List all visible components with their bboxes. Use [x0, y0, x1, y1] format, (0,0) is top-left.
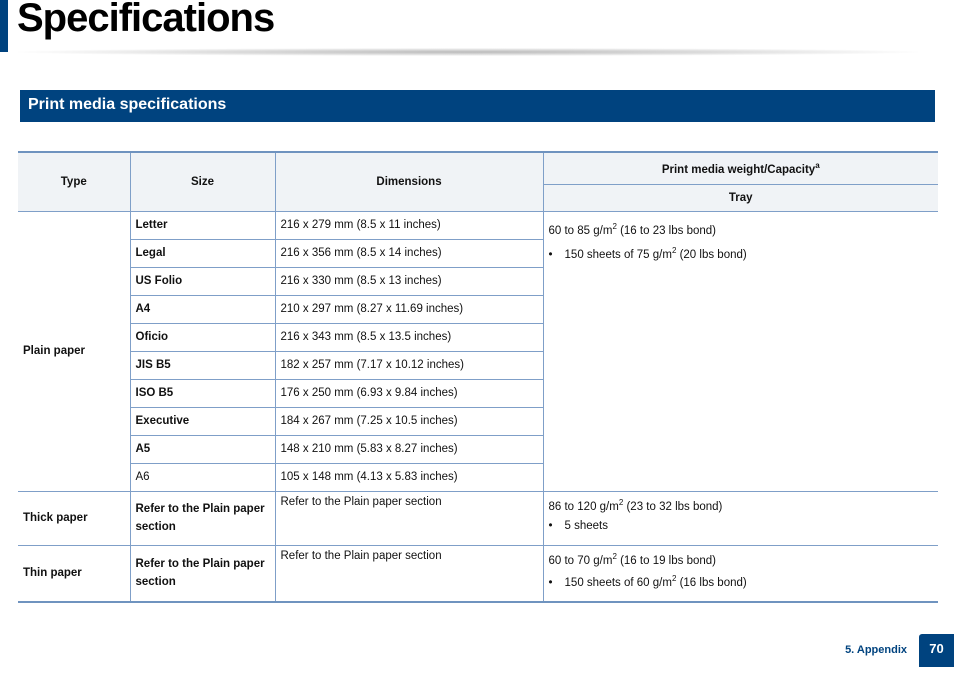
- size-cell: A4: [130, 295, 275, 323]
- title-accent-bar: [0, 0, 8, 52]
- footer-chapter: 5. Appendix: [845, 644, 907, 656]
- header-type: Type: [18, 152, 130, 211]
- dim-cell: 184 x 267 mm (7.25 x 10.5 inches): [275, 407, 543, 435]
- weight-plain: 60 to 85 $g/m^2$ (16 to 23 lbs bond) • 150 sheets of 75 $g/m^2$ (20 lbs bond): [543, 211, 938, 491]
- dim-thick: Refer to the Plain paper section: [275, 491, 543, 545]
- size-cell: ISO B5: [130, 379, 275, 407]
- size-thin: Refer to the Plain paper section: [130, 545, 275, 602]
- header-size: Size: [130, 152, 275, 211]
- page-number: 70: [919, 634, 954, 667]
- dim-thin: Refer to the Plain paper section: [275, 545, 543, 602]
- type-thin: Thin paper: [18, 545, 130, 602]
- type-thick: Thick paper: [18, 491, 130, 545]
- dim-cell: 216 x 343 mm (8.5 x 13.5 inches): [275, 323, 543, 351]
- print-media-table: [18, 151, 938, 603]
- size-cell: JIS B5: [130, 351, 275, 379]
- size-cell: A6: [130, 463, 275, 491]
- weight-thin: 60 to 70 $g/m^2$ (16 to 19 lbs bond) • 150 sheets of 60 $g/m^2$ (16 lbs bond): [543, 545, 938, 602]
- header-weight: Print media weight/Capacity$^a$: [543, 152, 938, 184]
- dim-cell: 210 x 297 mm (8.27 x 11.69 inches): [275, 295, 543, 323]
- dim-cell: 216 x 330 mm (8.5 x 13 inches): [275, 267, 543, 295]
- weight-thick: 86 to 120 $g/m^2$ (23 to 32 lbs bond) • 5 sheets: [543, 491, 938, 545]
- size-thick: Refer to the Plain paper section: [130, 491, 275, 545]
- dim-cell: 216 x 356 mm (8.5 x 14 inches): [275, 239, 543, 267]
- size-cell: US Folio: [130, 267, 275, 295]
- size-cell: Oficio: [130, 323, 275, 351]
- page-title: Specifications: [17, 0, 275, 40]
- dim-cell: 216 x 279 mm (8.5 x 11 inches): [275, 211, 543, 239]
- header-dimensions: Dimensions: [275, 152, 543, 211]
- dim-cell: 176 x 250 mm (6.93 x 9.84 inches): [275, 379, 543, 407]
- dim-cell: 148 x 210 mm (5.83 x 8.27 inches): [275, 435, 543, 463]
- size-cell: A5: [130, 435, 275, 463]
- size-cell: Letter: [130, 211, 275, 239]
- size-cell: Legal: [130, 239, 275, 267]
- size-cell: Executive: [130, 407, 275, 435]
- section-header: Print media specifications: [20, 90, 935, 122]
- title-divider: [18, 48, 918, 56]
- dim-cell: 182 x 257 mm (7.17 x 10.12 inches): [275, 351, 543, 379]
- dim-cell: 105 x 148 mm (4.13 x 5.83 inches): [275, 463, 543, 491]
- type-plain: Plain paper: [18, 211, 130, 491]
- header-tray: Tray: [543, 184, 938, 211]
